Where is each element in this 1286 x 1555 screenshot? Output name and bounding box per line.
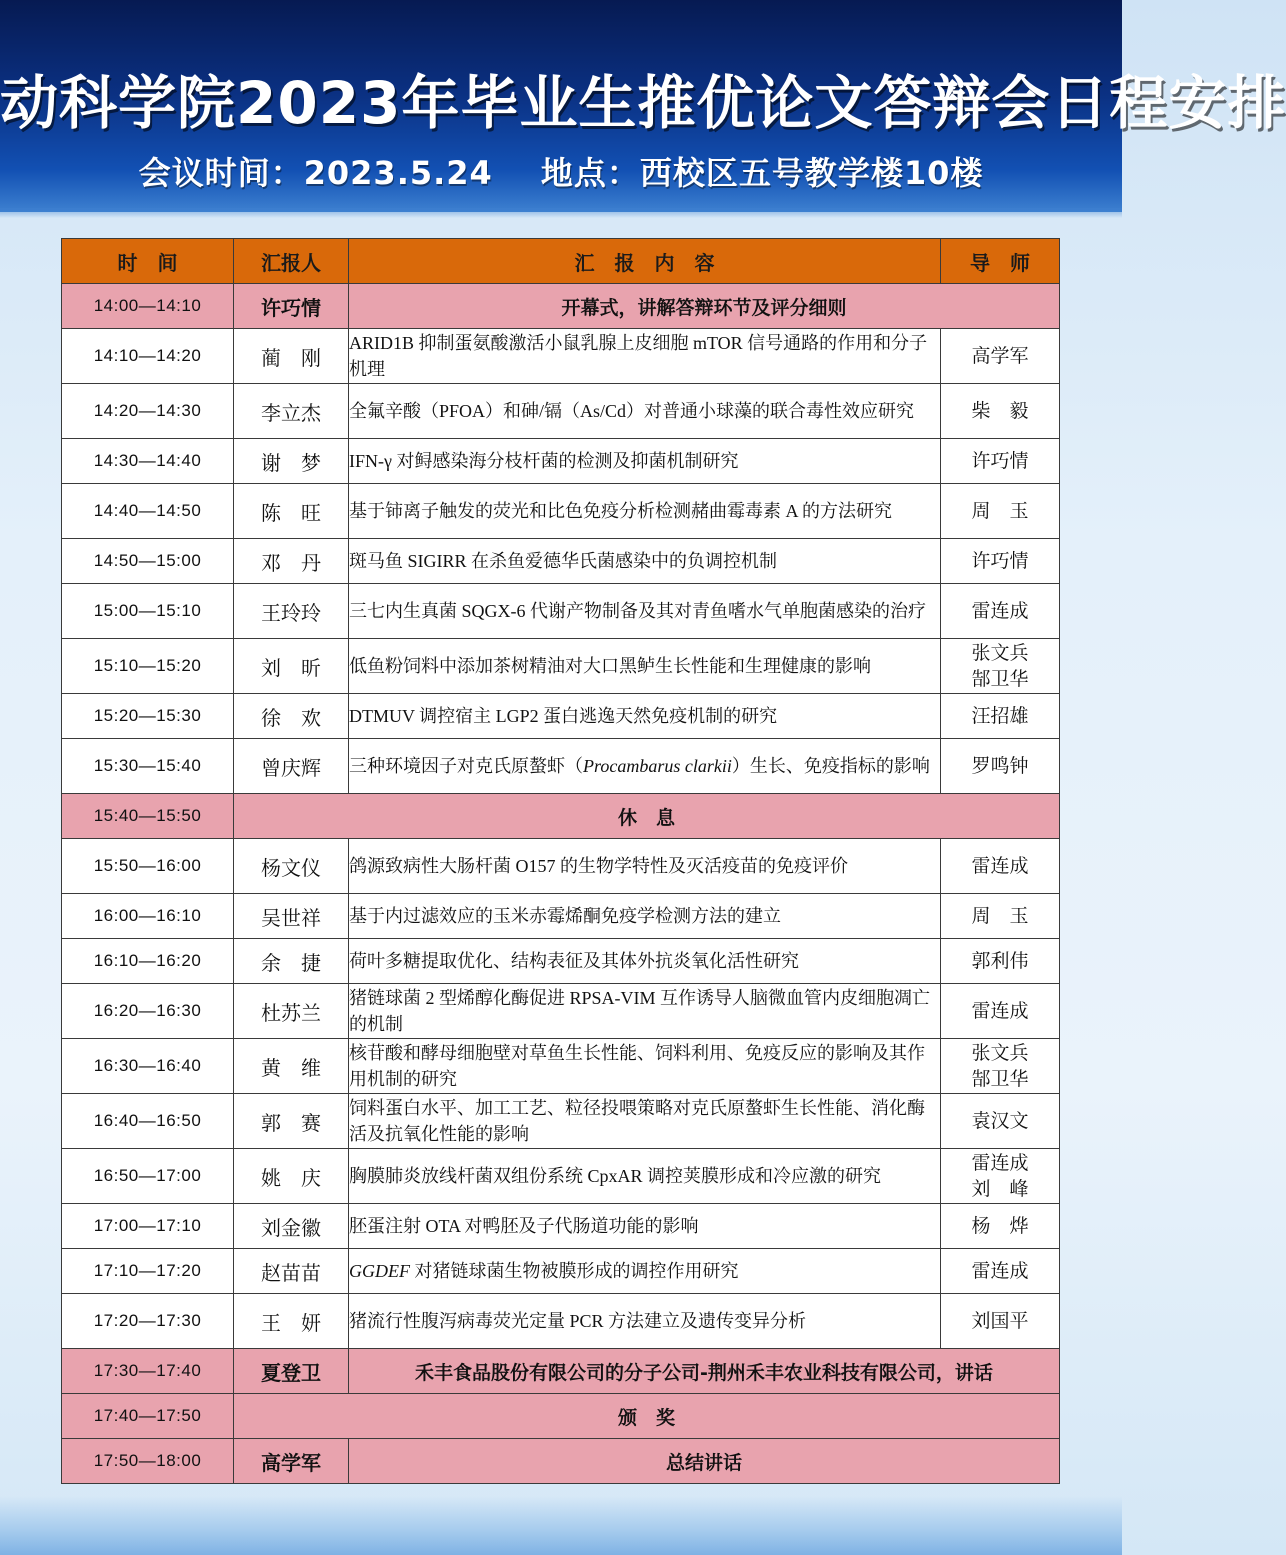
row-presenter: 王玲玲: [234, 584, 349, 639]
row-presenter: 徐 欢: [234, 694, 349, 739]
row-time: 16:40—16:50: [62, 1094, 234, 1149]
row-presenter: 蔺 刚: [234, 329, 349, 384]
table-row: [62, 694, 1060, 739]
row-presenter: 高学军: [234, 1439, 349, 1484]
row-advisor: [941, 584, 1060, 639]
row-time: 16:20—16:30: [62, 984, 234, 1039]
advisor-name: 雷连成: [971, 1000, 1029, 1022]
table-row: [62, 984, 1060, 1039]
row-presenter: 黄 维: [234, 1039, 349, 1094]
row-content: 饲料蛋白水平、加工工艺、粒径投喂策略对克氏原螯虾生长性能、消化酶活及抗氧化性能的影响: [349, 1094, 941, 1149]
row-content: 猪链球菌 2 型烯醇化酶促进 RPSA-VIM 互作诱导人脑微血管内皮细胞凋亡的机制: [349, 984, 941, 1039]
row-presenter: 杨文仪: [234, 839, 349, 894]
row-content: 荷叶多糖提取优化、结构表征及其体外抗炎氧化活性研究: [349, 939, 941, 984]
banner-header: [0, 0, 1286, 212]
footer-decoration: [0, 1496, 1122, 1555]
table-row: [62, 1294, 1060, 1349]
row-time: 15:40—15:50: [62, 794, 234, 839]
row-time: 16:50—17:00: [62, 1149, 234, 1204]
advisor-name: 雷连成: [971, 1260, 1029, 1282]
row-content: DTMUV 调控宿主 LGP2 蛋白逃逸天然免疫机制的研究: [349, 694, 941, 739]
column-header-time: 时 间: [62, 239, 234, 284]
row-time: 17:20—17:30: [62, 1294, 234, 1349]
advisor-name: 柴 毅: [971, 400, 1029, 422]
advisor-name: 许巧情: [971, 450, 1029, 472]
row-time: 17:10—17:20: [62, 1249, 234, 1294]
row-advisor: [941, 1039, 1060, 1094]
table-row: [62, 939, 1060, 984]
meeting-location: 地点：西校区五号教学楼10楼: [540, 154, 984, 192]
advisor-name: 雷连成: [971, 1152, 1029, 1174]
advisor-name: 郜卫华: [971, 668, 1029, 690]
table-row: [62, 439, 1060, 484]
row-presenter: 刘 昕: [234, 639, 349, 694]
row-presenter: 谢 梦: [234, 439, 349, 484]
row-presenter: 夏登卫: [234, 1349, 349, 1394]
row-content: 颁 奖: [234, 1394, 1060, 1439]
row-presenter: 姚 庆: [234, 1149, 349, 1204]
row-time: 14:00—14:10: [62, 284, 234, 329]
row-time: 14:40—14:50: [62, 484, 234, 539]
advisor-name: 周 玉: [971, 500, 1029, 522]
latin-term: Procambarus clarkii: [583, 756, 732, 776]
advisor-name: 汪招雄: [971, 705, 1029, 727]
row-presenter: 王 妍: [234, 1294, 349, 1349]
row-advisor: [941, 1149, 1060, 1204]
advisor-name: 雷连成: [971, 855, 1029, 877]
row-time: 14:20—14:30: [62, 384, 234, 439]
row-advisor: [941, 539, 1060, 584]
column-header-content: 汇 报 内 容: [349, 239, 941, 284]
row-content: GGDEF 对猪链球菌生物被膜形成的调控作用研究: [349, 1249, 941, 1294]
table-row: [62, 1204, 1060, 1249]
row-presenter: 杜苏兰: [234, 984, 349, 1039]
row-content: 开幕式，讲解答辩环节及评分细则: [349, 284, 1060, 329]
advisor-name: 刘 峰: [971, 1178, 1029, 1200]
table-row: [62, 284, 1060, 329]
page-subtitle: [0, 148, 1122, 194]
row-time: 16:10—16:20: [62, 939, 234, 984]
schedule-table: [61, 238, 1060, 1484]
table-row: [62, 484, 1060, 539]
row-content: 胸膜肺炎放线杆菌双组份系统 CpxAR 调控荚膜形成和冷应激的研究: [349, 1149, 941, 1204]
row-content: 斑马鱼 SIGIRR 在杀鱼爱德华氏菌感染中的负调控机制: [349, 539, 941, 584]
table-row: [62, 739, 1060, 794]
advisor-name: 高学军: [971, 345, 1029, 367]
row-time: 15:20—15:30: [62, 694, 234, 739]
column-header-advisor: 导 师: [941, 239, 1060, 284]
row-presenter: 李立杰: [234, 384, 349, 439]
meeting-time: 会议时间：2023.5.24: [138, 154, 493, 192]
row-content: 全氟辛酸（PFOA）和砷/镉（As/Cd）对普通小球藻的联合毒性效应研究: [349, 384, 941, 439]
row-advisor: [941, 439, 1060, 484]
row-advisor: [941, 639, 1060, 694]
advisor-name: 许巧情: [971, 550, 1029, 572]
row-content: 基于铈离子触发的荧光和比色免疫分析检测赭曲霉毒素 A 的方法研究: [349, 484, 941, 539]
table-row: [62, 1249, 1060, 1294]
row-content: 基于内过滤效应的玉米赤霉烯酮免疫学检测方法的建立: [349, 894, 941, 939]
row-advisor: [941, 1204, 1060, 1249]
table-row: [62, 1349, 1060, 1394]
row-presenter: 曾庆辉: [234, 739, 349, 794]
column-header-presenter: 汇报人: [234, 239, 349, 284]
row-time: 15:30—15:40: [62, 739, 234, 794]
row-presenter: 赵苗苗: [234, 1249, 349, 1294]
row-content: 胚蛋注射 OTA 对鸭胚及子代肠道功能的影响: [349, 1204, 941, 1249]
row-advisor: [941, 1294, 1060, 1349]
row-content: 猪流行性腹泻病毒荧光定量 PCR 方法建立及遗传变异分析: [349, 1294, 941, 1349]
advisor-name: 郭利伟: [971, 950, 1029, 972]
row-time: 17:40—17:50: [62, 1394, 234, 1439]
row-advisor: [941, 984, 1060, 1039]
row-time: 15:10—15:20: [62, 639, 234, 694]
row-advisor: [941, 694, 1060, 739]
row-content: 三种环境因子对克氏原螯虾（Procambarus clarkii）生长、免疫指标的影响: [349, 739, 941, 794]
row-content: IFN-γ 对鲟感染海分枝杆菌的检测及抑菌机制研究: [349, 439, 941, 484]
row-advisor: [941, 739, 1060, 794]
row-content: 休 息: [234, 794, 1060, 839]
advisor-name: 杨 烨: [971, 1215, 1029, 1237]
table-row: [62, 384, 1060, 439]
row-advisor: [941, 384, 1060, 439]
row-presenter: 吴世祥: [234, 894, 349, 939]
row-advisor: [941, 894, 1060, 939]
row-time: 17:00—17:10: [62, 1204, 234, 1249]
table-row: [62, 584, 1060, 639]
row-content: 核苷酸和酵母细胞壁对草鱼生长性能、饲料利用、免疫反应的影响及其作用机制的研究: [349, 1039, 941, 1094]
row-time: 17:50—18:00: [62, 1439, 234, 1484]
table-row: [62, 1149, 1060, 1204]
row-presenter: 郭 赛: [234, 1094, 349, 1149]
table-row: [62, 329, 1060, 384]
table-row: [62, 1039, 1060, 1094]
advisor-name: 罗鸣钟: [971, 755, 1029, 777]
row-content: 禾丰食品股份有限公司的分子公司-荆州禾丰农业科技有限公司，讲话: [349, 1349, 1060, 1394]
table-row: [62, 1394, 1060, 1439]
row-presenter: 余 捷: [234, 939, 349, 984]
page-title: 动科学院2023年毕业生推优论文答辩会日程安排: [0, 69, 1286, 137]
table-row: [62, 1094, 1060, 1149]
row-time: 15:00—15:10: [62, 584, 234, 639]
advisor-name: 雷连成: [971, 600, 1029, 622]
row-advisor: [941, 484, 1060, 539]
advisor-name: 张文兵: [971, 642, 1029, 664]
table-row: [62, 639, 1060, 694]
advisor-name: 张文兵: [971, 1042, 1029, 1064]
row-time: 17:30—17:40: [62, 1349, 234, 1394]
row-advisor: [941, 1249, 1060, 1294]
table-row: [62, 894, 1060, 939]
row-time: 14:50—15:00: [62, 539, 234, 584]
row-time: 14:10—14:20: [62, 329, 234, 384]
row-time: 16:00—16:10: [62, 894, 234, 939]
table-row: [62, 539, 1060, 584]
table-row: [62, 839, 1060, 894]
table-header-row: [62, 239, 1060, 284]
latin-term: GGDEF: [349, 1261, 410, 1281]
table-row: [62, 794, 1060, 839]
row-content: 低鱼粉饲料中添加茶树精油对大口黑鲈生长性能和生理健康的影响: [349, 639, 941, 694]
row-advisor: [941, 1094, 1060, 1149]
row-presenter: 许巧情: [234, 284, 349, 329]
schedule-body: [62, 284, 1060, 1484]
advisor-name: 郜卫华: [971, 1068, 1029, 1090]
row-time: 14:30—14:40: [62, 439, 234, 484]
row-presenter: 陈 旺: [234, 484, 349, 539]
advisor-name: 袁汉文: [971, 1110, 1029, 1132]
row-time: 16:30—16:40: [62, 1039, 234, 1094]
advisor-name: 周 玉: [971, 905, 1029, 927]
row-advisor: [941, 329, 1060, 384]
row-time: 15:50—16:00: [62, 839, 234, 894]
row-advisor: [941, 839, 1060, 894]
row-advisor: [941, 939, 1060, 984]
table-row: [62, 1439, 1060, 1484]
row-presenter: 刘金徽: [234, 1204, 349, 1249]
row-presenter: 邓 丹: [234, 539, 349, 584]
row-content: ARID1B 抑制蛋氨酸激活小鼠乳腺上皮细胞 mTOR 信号通路的作用和分子机理: [349, 329, 941, 384]
row-content: 总结讲话: [349, 1439, 1060, 1484]
advisor-name: 刘国平: [971, 1310, 1029, 1332]
row-content: 鸽源致病性大肠杆菌 O157 的生物学特性及灭活疫苗的免疫评价: [349, 839, 941, 894]
row-content: 三七内生真菌 SQGX-6 代谢产物制备及其对青鱼嗜水气单胞菌感染的治疗: [349, 584, 941, 639]
